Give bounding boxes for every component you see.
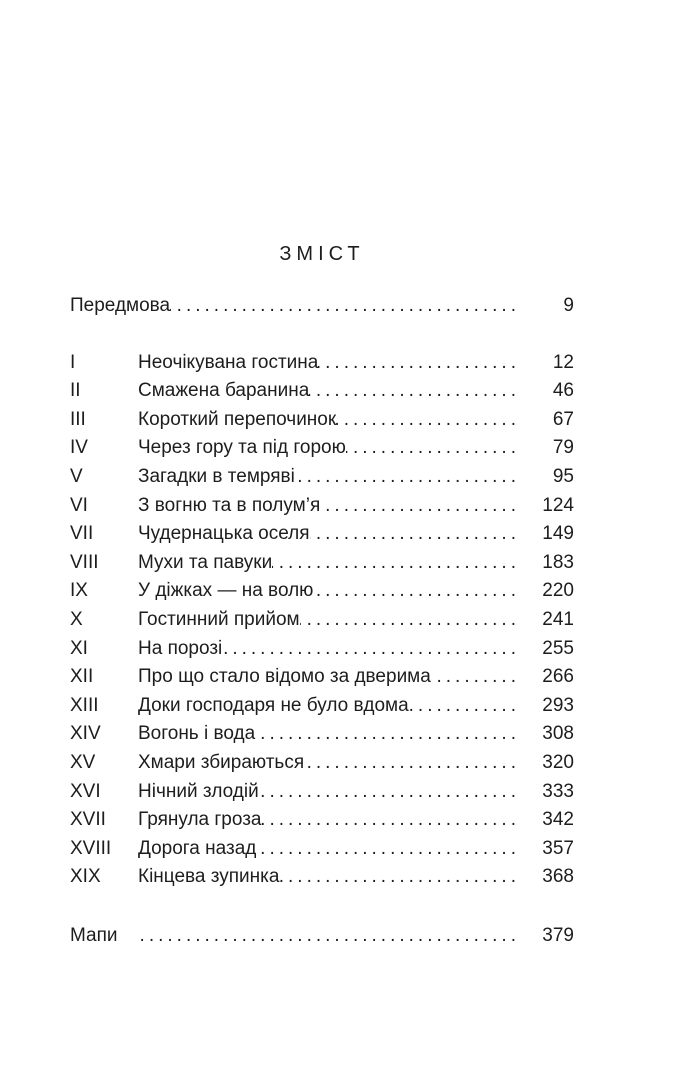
chapter-title: На порозі xyxy=(138,637,223,659)
dot-leader xyxy=(300,606,530,635)
chapter-page-number: 368 xyxy=(542,866,574,888)
chapter-title: Про що стало відомо за дверима xyxy=(138,666,431,688)
chapter-page-number: 124 xyxy=(542,494,574,516)
dot-leader xyxy=(318,349,530,378)
chapter-numeral: X xyxy=(70,608,83,630)
toc-row xyxy=(70,463,574,492)
chapter-numeral: XIX xyxy=(70,866,101,888)
toc-row xyxy=(70,606,574,635)
toc-row xyxy=(70,863,574,892)
dot-leader xyxy=(320,492,530,521)
chapter-page-number: 333 xyxy=(542,780,574,802)
chapter-numeral: VIII xyxy=(70,551,99,573)
chapter-numeral: I xyxy=(70,351,76,373)
chapter-numeral: III xyxy=(70,408,86,430)
chapter-page-number: 79 xyxy=(552,437,574,459)
chapter-page-number: 220 xyxy=(542,580,574,602)
chapter-page-number: 149 xyxy=(542,523,574,545)
toc-row xyxy=(70,835,574,864)
chapter-title: У діжках — на волю xyxy=(138,580,314,602)
maps-page-number: 379 xyxy=(542,924,574,946)
toc-row xyxy=(70,349,574,378)
chapter-numeral: XI xyxy=(70,637,88,659)
chapter-title: Грянула гроза xyxy=(138,809,262,831)
chapter-numeral: II xyxy=(70,380,81,402)
toc-row xyxy=(70,663,574,692)
dot-leader xyxy=(259,778,530,807)
chapter-title: Нічний злодій xyxy=(138,780,259,802)
chapter-numeral: XIV xyxy=(70,723,101,745)
toc-row xyxy=(70,577,574,606)
chapter-title: Вогонь і вода xyxy=(138,723,256,745)
chapter-title: Доки господаря не було вдома xyxy=(138,694,409,716)
chapter-title: Короткий перепочинок xyxy=(138,408,337,430)
dot-leader xyxy=(295,463,530,492)
dot-leader xyxy=(431,663,530,692)
toc-row xyxy=(70,749,574,778)
chapter-title: Смажена баранина xyxy=(138,380,310,402)
chapter-title: Дорога назад xyxy=(138,837,257,859)
chapter-page-number: 293 xyxy=(542,694,574,716)
chapter-numeral: IX xyxy=(70,580,88,602)
toc-row xyxy=(70,692,574,721)
toc-row xyxy=(70,806,574,835)
toc-title: ЗМІСТ xyxy=(279,243,365,265)
chapter-page-number: 266 xyxy=(542,666,574,688)
chapter-numeral: V xyxy=(70,465,83,487)
chapter-title: Хмари збираються xyxy=(138,751,305,773)
chapter-title: Кінцева зупинка xyxy=(138,866,280,888)
maps-label: Мапи xyxy=(70,924,118,946)
toc-row xyxy=(70,377,574,406)
chapter-title: Мухи та павуки xyxy=(138,551,273,573)
maps-row xyxy=(70,922,574,951)
chapter-numeral: VII xyxy=(70,523,94,545)
chapter-title: Неочікувана гостина xyxy=(138,351,319,373)
chapter-page-number: 357 xyxy=(542,837,574,859)
toc-row xyxy=(70,635,574,664)
chapter-page-number: 12 xyxy=(552,351,574,373)
chapter-numeral: XVII xyxy=(70,809,106,831)
toc-row xyxy=(70,549,574,578)
dot-leader xyxy=(309,377,530,406)
toc-row xyxy=(70,778,574,807)
dot-leader xyxy=(262,806,531,835)
dot-leader xyxy=(272,549,530,578)
chapter-page-number: 67 xyxy=(552,408,574,430)
chapter-page-number: 95 xyxy=(552,465,574,487)
dot-leader xyxy=(255,720,530,749)
dot-leader xyxy=(409,692,530,721)
chapter-numeral: XV xyxy=(70,751,96,773)
preface-label: Передмова xyxy=(70,295,171,316)
chapter-page-number: 183 xyxy=(542,551,574,573)
dot-leader xyxy=(304,749,530,778)
chapter-page-number: 46 xyxy=(552,380,574,402)
chapter-title: Гостинний прийом xyxy=(138,608,300,630)
chapter-title: З вогню та в полум’я xyxy=(138,494,321,516)
chapter-title: Чудернацька оселя xyxy=(138,523,310,545)
chapter-page-number: 241 xyxy=(542,608,574,630)
preface-row xyxy=(70,292,574,321)
chapter-title: Через гору та під горою xyxy=(138,437,346,459)
chapter-page-number: 255 xyxy=(542,637,574,659)
chapter-page-number: 320 xyxy=(542,751,574,773)
chapter-list xyxy=(70,349,574,892)
dot-leader xyxy=(310,520,530,549)
toc-row xyxy=(70,406,574,435)
dot-leader xyxy=(256,835,530,864)
dot-leader xyxy=(138,922,530,951)
chapter-numeral: XII xyxy=(70,666,94,688)
toc-row xyxy=(70,492,574,521)
chapter-numeral: IV xyxy=(70,437,88,459)
chapter-page-number: 342 xyxy=(542,809,574,831)
dot-leader xyxy=(222,635,530,664)
chapter-title: Загадки в темряві xyxy=(138,465,295,487)
dot-leader xyxy=(279,863,530,892)
chapter-numeral: XVIII xyxy=(70,837,112,859)
chapter-page-number: 308 xyxy=(542,723,574,745)
toc-row xyxy=(70,720,574,749)
chapter-numeral: XIII xyxy=(70,694,99,716)
toc-row xyxy=(70,434,574,463)
dot-leader xyxy=(336,406,530,435)
toc-row xyxy=(70,520,574,549)
preface-page-number: 9 xyxy=(563,295,574,316)
dot-leader xyxy=(346,434,530,463)
dot-leader xyxy=(313,577,530,606)
chapter-numeral: XVI xyxy=(70,780,101,802)
chapter-numeral: VI xyxy=(70,494,88,516)
dot-leader xyxy=(170,292,530,321)
